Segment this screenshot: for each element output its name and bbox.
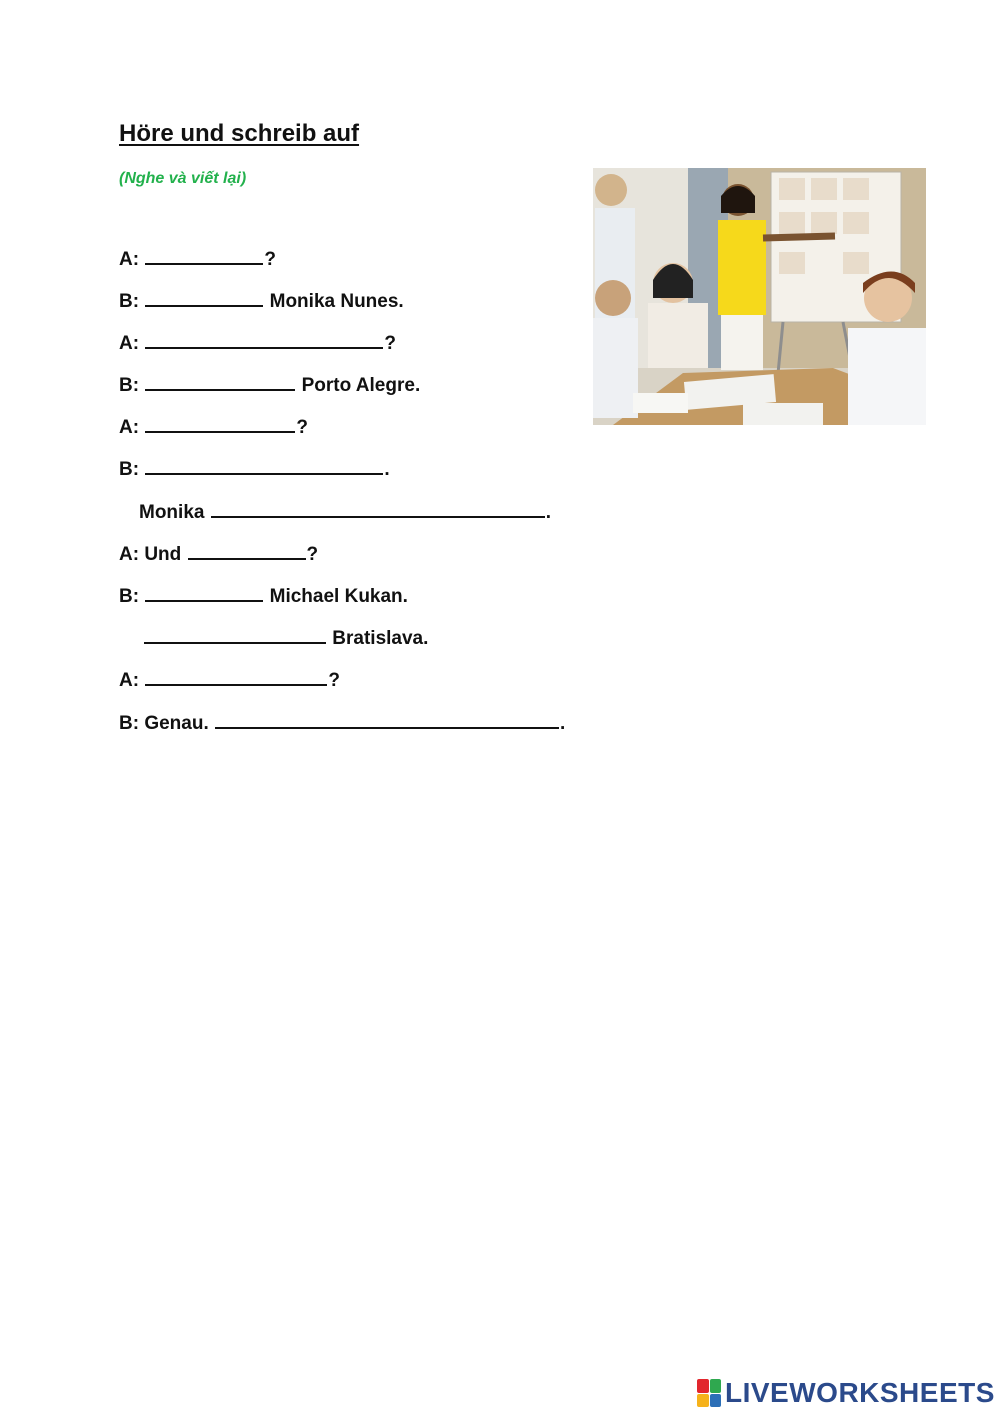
line-suffix: ? xyxy=(306,544,319,565)
dialogue-line-12 xyxy=(119,709,565,736)
line-suffix: ? xyxy=(296,417,308,438)
answer-blank[interactable] xyxy=(211,498,545,518)
line-prefix: A: Und xyxy=(119,544,182,565)
line-suffix: ? xyxy=(264,249,276,270)
answer-blank[interactable] xyxy=(145,455,383,475)
line-prefix: B: xyxy=(119,375,140,396)
line-prefix: Monika xyxy=(139,502,205,523)
classroom-photo xyxy=(593,168,926,425)
answer-blank[interactable] xyxy=(145,666,327,686)
line-prefix: A: xyxy=(119,333,140,354)
answer-blank[interactable] xyxy=(145,413,295,433)
line-suffix: ? xyxy=(328,670,340,691)
dialogue-line-4 xyxy=(119,371,420,398)
line-suffix: . xyxy=(545,502,552,523)
line-prefix: B: xyxy=(119,291,140,312)
line-suffix: Michael Kukan. xyxy=(269,586,408,607)
liveworksheets-logo[interactable] xyxy=(697,1377,995,1409)
line-suffix: ? xyxy=(384,333,396,354)
dialogue-line-8 xyxy=(119,540,318,567)
line-suffix: . xyxy=(560,713,566,734)
answer-blank[interactable] xyxy=(145,287,263,307)
line-prefix: A: xyxy=(119,670,140,691)
line-prefix: B: xyxy=(119,586,140,607)
dialogue-line-11 xyxy=(119,666,340,693)
answer-blank[interactable] xyxy=(215,709,559,729)
line-prefix: A: xyxy=(119,249,140,270)
dialogue-line-7 xyxy=(139,498,551,525)
dialogue-line-9 xyxy=(119,582,408,609)
answer-blank[interactable] xyxy=(145,371,295,391)
line-suffix: . xyxy=(384,459,390,480)
dialogue-line-2 xyxy=(119,287,404,314)
liveworksheets-logo-icon xyxy=(697,1379,721,1407)
dialogue-line-10 xyxy=(143,624,428,651)
line-prefix: A: xyxy=(119,417,140,438)
dialogue-line-6 xyxy=(119,455,390,482)
answer-blank[interactable] xyxy=(144,624,326,644)
line-prefix: B: Genau. xyxy=(119,713,209,734)
line-suffix: Porto Alegre. xyxy=(301,375,421,396)
answer-blank[interactable] xyxy=(145,245,263,265)
line-suffix: Bratislava. xyxy=(332,628,429,649)
line-prefix: B: xyxy=(119,459,140,480)
worksheet-title: Höre und schreib auf xyxy=(119,120,360,147)
answer-blank[interactable] xyxy=(188,540,306,560)
answer-blank[interactable] xyxy=(145,329,383,349)
brand-name: LIVEWORKSHEETS xyxy=(725,1377,995,1408)
dialogue-line-3 xyxy=(119,329,396,356)
dialogue-line-1 xyxy=(119,245,276,272)
worksheet-subtitle: (Nghe và viết lại) xyxy=(119,170,247,187)
answer-blank[interactable] xyxy=(145,582,263,602)
dialogue-line-5 xyxy=(119,413,308,440)
line-suffix: Monika Nunes. xyxy=(269,291,404,312)
